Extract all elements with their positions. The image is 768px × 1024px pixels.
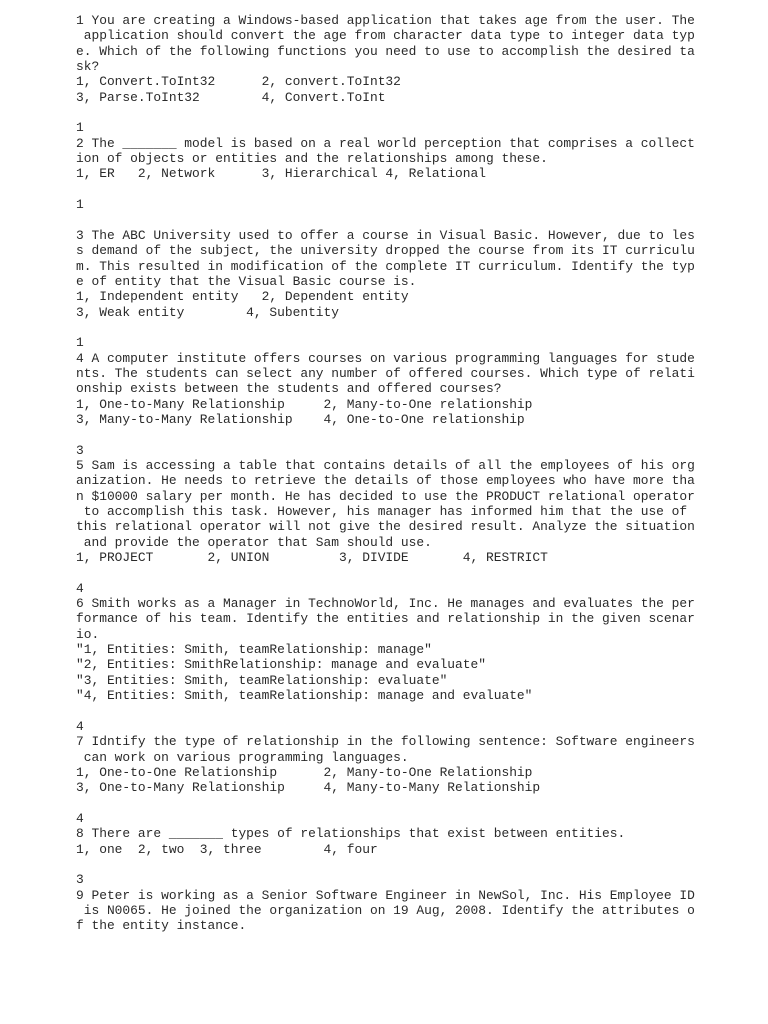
- text-line: 3: [76, 442, 84, 458]
- text-line: 7 Idntify the type of relationship in the following sentence: Software engineers: [76, 734, 695, 750]
- text-line: [76, 105, 676, 120]
- text-line: ion of objects or entities and the relationships among these.: [76, 151, 548, 167]
- text-line: n $10000 salary per month. He has decided to use the PRODUCT relational operator: [76, 488, 695, 504]
- text-line: s demand of the subject, the university dropped the course from its IT curriculu: [76, 243, 695, 259]
- text-line: [76, 857, 676, 872]
- text-line: 3, Parse.ToInt32 4, Convert.ToInt: [76, 89, 386, 105]
- text-line: 3: [76, 872, 84, 888]
- text-line: [76, 182, 676, 197]
- text-line: 1, ER 2, Network 3, Hierarchical 4, Relational: [76, 166, 486, 182]
- text-line: nts. The students can select any number of offered courses. Which type of relati: [76, 365, 695, 381]
- text-line: [76, 703, 676, 718]
- text-line: e. Which of the following functions you need to use to accomplish the desired ta: [76, 43, 695, 59]
- text-line: 1, Independent entity 2, Dependent entity: [76, 289, 409, 305]
- text-line: "4, Entities: Smith, teamRelationship: manage and evaluate": [76, 688, 533, 704]
- text-line: 4: [76, 718, 84, 734]
- text-line: 1, Convert.ToInt32 2, convert.ToInt32: [76, 74, 401, 90]
- text-line: e of entity that the Visual Basic course is.: [76, 273, 417, 289]
- document-text: [76, 13, 695, 934]
- text-line: 1, PROJECT 2, UNION 3, DIVIDE 4, RESTRICT: [76, 550, 548, 566]
- text-line: [76, 796, 676, 811]
- text-line: is N0065. He joined the organization on 19 Aug, 2008. Identify the attributes o: [76, 902, 695, 918]
- text-line: 1 You are creating a Windows-based application that takes age from the user. The: [76, 13, 695, 28]
- text-line: m. This resulted in modification of the complete IT curriculum. Identify the typ: [76, 258, 695, 274]
- text-line: formance of his team. Identify the entities and relationship in the given scenar: [76, 611, 695, 627]
- text-line: 4: [76, 580, 84, 596]
- text-line: 6 Smith works as a Manager in TechnoWorld, Inc. He manages and evaluates the per: [76, 596, 695, 612]
- text-line: to accomplish this task. However, his manager has informed him that the use of: [76, 504, 688, 519]
- text-line: anization. He needs to retrieve the details of those employees who have more tha: [76, 473, 695, 489]
- text-line: 3, One-to-Many Relationship 4, Many-to-Many Relationship: [76, 780, 541, 796]
- text-line: f the entity instance.: [76, 918, 247, 934]
- text-line: 8 There are _______ types of relationships that exist between entities.: [76, 826, 626, 842]
- text-line: [76, 320, 676, 335]
- text-line: 1, one 2, two 3, three 4, four: [76, 841, 378, 857]
- text-line: "1, Entities: Smith, teamRelationship: manage": [76, 642, 432, 658]
- text-line: 2 The _______ model is based on a real world perception that comprises a collect: [76, 135, 695, 151]
- text-line: "3, Entities: Smith, teamRelationship: evaluate": [76, 672, 448, 688]
- text-line: [76, 427, 676, 442]
- text-line: 3, Many-to-Many Relationship 4, One-to-One relationship: [76, 411, 525, 427]
- text-line: 1: [76, 120, 84, 136]
- text-line: 4 A computer institute offers courses on various programming languages for stude: [76, 350, 695, 366]
- text-line: 9 Peter is working as a Senior Software Engineer in NewSol, Inc. His Employee ID: [76, 887, 695, 903]
- text-line: io.: [76, 626, 100, 642]
- text-line: this relational operator will not give the desired result. Analyze the situation: [76, 519, 695, 535]
- text-line: sk?: [76, 59, 100, 75]
- text-line: [76, 565, 676, 580]
- text-line: 3 The ABC University used to offer a course in Visual Basic. However, due to les: [76, 227, 695, 243]
- text-line: 1: [76, 335, 84, 351]
- text-line: "2, Entities: SmithRelationship: manage and evaluate": [76, 657, 486, 673]
- text-line: 4: [76, 810, 84, 826]
- text-line: 5 Sam is accessing a table that contains details of all the employees of his org: [76, 457, 695, 473]
- text-line: 1: [76, 197, 84, 213]
- text-line: [76, 212, 676, 227]
- text-line: 1, One-to-Many Relationship 2, Many-to-One relationship: [76, 396, 533, 412]
- text-line: can work on various programming languages.: [76, 749, 409, 765]
- text-line: onship exists between the students and offered courses?: [76, 381, 502, 397]
- text-line: and provide the operator that Sam should use.: [76, 534, 432, 550]
- text-line: 3, Weak entity 4, Subentity: [76, 304, 340, 320]
- text-line: application should convert the age from character data type to integer data typ: [76, 28, 695, 44]
- text-line: 1, One-to-One Relationship 2, Many-to-One Relationship: [76, 764, 533, 780]
